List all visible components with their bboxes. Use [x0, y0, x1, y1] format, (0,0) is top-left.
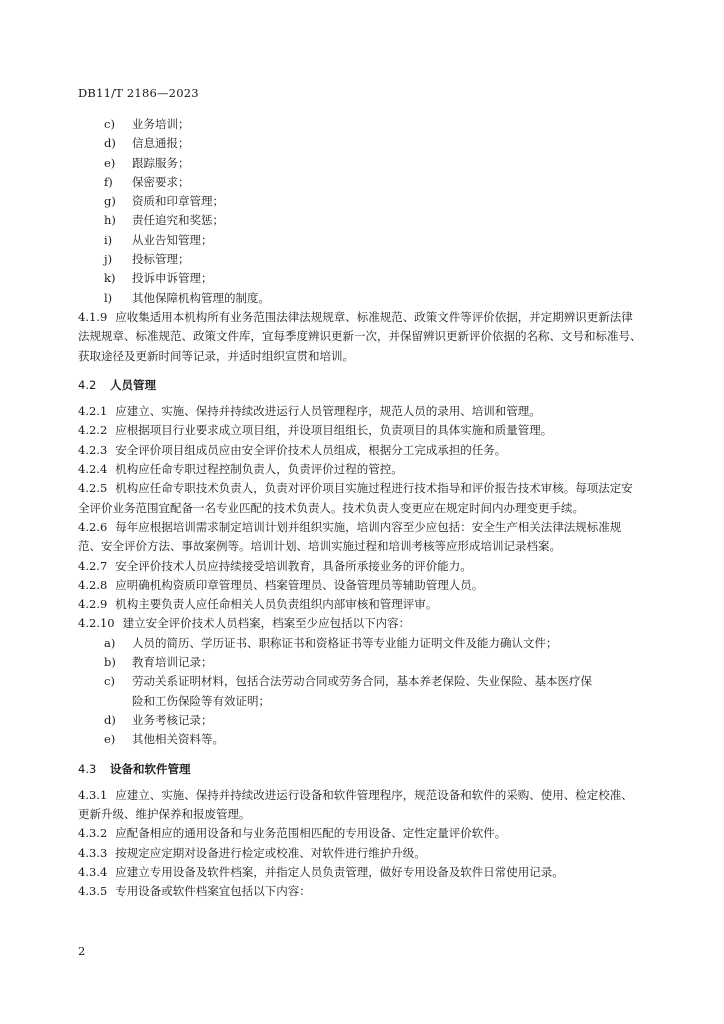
clause-number: 4.3.1 [78, 787, 108, 802]
clause-text: 建立安全评价技术人员档案，档案至少应包括以下内容： [122, 616, 411, 631]
clause-4-2-3 [78, 441, 644, 460]
clause-number: 4.1.9 [78, 309, 108, 324]
section-heading-personnel [78, 376, 644, 395]
clause-text: 应建立专用设备及软件档案，并指定人员负责管理，做好专用设备及软件日常使用记录。 [115, 864, 564, 879]
clause-4-2-8 [78, 576, 644, 595]
list-item [78, 192, 644, 211]
list-marker: c) [104, 117, 115, 131]
clause-number: 4.2.3 [78, 442, 108, 457]
clause-4-3-3 [78, 844, 644, 863]
clause-number: 4.2.7 [78, 558, 108, 573]
clause-number: 4.2.4 [78, 462, 108, 477]
section-title: 设备和软件管理 [110, 761, 191, 776]
list-item [78, 211, 644, 230]
list-text: 资质和印章管理； [132, 194, 224, 209]
list-marker: l) [104, 290, 113, 305]
section-number: 4.2 [78, 377, 97, 392]
list-marker: d) [104, 136, 116, 151]
list-item [78, 154, 644, 173]
clause-number: 4.2.2 [78, 423, 108, 438]
clause-number: 4.2.5 [78, 481, 108, 496]
clause-number: 4.2.6 [78, 519, 108, 534]
list-text: 业务培训； [132, 117, 190, 131]
list-marker: i) [104, 232, 113, 247]
list-text: 从业告知管理； [132, 232, 213, 247]
clause-4-3-2 [78, 824, 644, 843]
list-text: 险和工伤保险等有效证明； [132, 693, 270, 708]
clause-4-3-1 [78, 786, 644, 825]
list-marker: a) [104, 635, 116, 650]
list-item [78, 289, 644, 308]
clause-4-2-2 [78, 421, 644, 440]
list-marker: g) [104, 194, 116, 209]
clause-4-2-10 [78, 614, 644, 633]
list-item [78, 250, 644, 269]
list-marker: j) [104, 252, 113, 267]
clause-4-2-4 [78, 460, 644, 479]
list-text: 人员的简历、学历证书、职称证书和资格证书等专业能力证明文件及能力确认文件； [132, 635, 558, 650]
document-body [78, 115, 644, 902]
clause-4-2-1 [78, 402, 644, 421]
clause-4-3-4 [78, 863, 644, 882]
list-item [78, 231, 644, 250]
list-marker: e) [104, 732, 116, 747]
page-number: 2 [78, 944, 86, 958]
clause-number: 4.2.9 [78, 597, 108, 612]
clause-4-1-9 [78, 308, 644, 366]
list-text: 保密要求； [132, 174, 190, 189]
clause-text: 每年应根据培训需求制定培训计划并组织实施，培训内容至少应包括：安全生产相关法律法规标准规范、安全评价方法、事故案例等。培训计划、培训实施过程和培训考核等应形成培训记录档案。 [78, 519, 622, 554]
list-text: 责任追究和奖惩； [132, 213, 224, 228]
clause-text: 机构应任命专职技术负责人，负责对评价项目实施过程进行技术指导和评价报告技术审核。每项法定安全评价业务范围宜配备一名专业匹配的技术负责人。技术负责人变更应在规定时间内办理变更手续。 [78, 481, 633, 515]
list-marker: e) [104, 155, 116, 170]
clause-number: 4.2.10 [78, 616, 115, 631]
list-text: 投诉申诉管理； [132, 271, 213, 286]
clause-number: 4.2.8 [78, 577, 108, 592]
list-text: 劳动关系证明材料，包括合法劳动合同或劳务合同，基本养老保险、失业保险、基本医疗保 [132, 674, 592, 689]
list-item-continuation [78, 692, 644, 711]
list-item [78, 634, 644, 653]
clause-4-2-7 [78, 557, 644, 576]
clause-number: 4.2.1 [78, 404, 108, 419]
clause-4-3-5 [78, 882, 644, 901]
list-item [78, 269, 644, 288]
document-code: DB11/T 2186—2023 [78, 86, 199, 100]
clause-4-2-9 [78, 595, 644, 614]
clause-number: 4.3.4 [78, 864, 108, 879]
clause-text: 专用设备或软件档案宜包括以下内容： [115, 884, 311, 899]
list-marker: k) [104, 271, 116, 286]
list-marker: f) [104, 174, 113, 189]
clause-text: 机构应任命专职过程控制负责人，负责评价过程的管控。 [115, 462, 403, 477]
list-text: 投标管理； [132, 252, 190, 267]
list-text: 信息通报； [132, 136, 190, 151]
section-number: 4.3 [78, 761, 97, 776]
list-item [78, 672, 644, 691]
clause-4-2-5 [78, 479, 644, 518]
section-heading-equipment [78, 760, 644, 779]
clause-text: 安全评价技术人员应持续接受培训教育，具备所承接业务的评价能力。 [115, 558, 472, 573]
list-text: 教育培训记录； [132, 655, 213, 670]
clause-4-2-6 [78, 518, 644, 557]
list-text: 业务考核记录； [132, 712, 213, 727]
list-item [78, 115, 644, 134]
clause-number: 4.3.5 [78, 884, 108, 899]
list-item [78, 173, 644, 192]
list-marker: c) [104, 674, 115, 689]
list-item [78, 134, 644, 153]
list-marker: d) [104, 712, 116, 727]
clause-text: 应根据项目行业要求成立项目组，并设项目组组长，负责项目的具体实施和质量管理。 [115, 423, 553, 438]
list-marker: h) [104, 213, 116, 228]
clause-number: 4.3.2 [78, 826, 108, 841]
list-text: 其他相关资料等。 [132, 732, 224, 747]
list-marker: b) [104, 655, 116, 670]
clause-text: 应配备相应的通用设备和与业务范围相匹配的专用设备、定性定量评价软件。 [115, 826, 507, 841]
clause-text: 按规定应定期对设备进行检定或校准、对软件进行维护升级。 [115, 845, 426, 860]
clause-number: 4.3.3 [78, 845, 108, 860]
clause-text: 安全评价项目组成员应由安全评价技术人员组成，根据分工完成承担的任务。 [115, 442, 507, 457]
list-text: 跟踪服务； [132, 155, 190, 170]
section-title: 人员管理 [110, 377, 156, 392]
clause-text: 应收集适用本机构所有业务范围法律法规规章、标准规范、政策文件等评价依据，并定期辨识更新法律法规规章、标准规范、政策文件库，宜每季度辨识更新一次，并保留辨识更新评价依据的名称、文号和标准号、获取途径及更新时间等记录，并适时组织宣贯和培训。 [78, 309, 642, 363]
list-text: 其他保障机构管理的制度。 [132, 290, 270, 305]
clause-text: 应建立、实施、保持并持续改进运行人员管理程序，规范人员的录用、培训和管理。 [115, 404, 541, 419]
list-item [78, 730, 644, 749]
list-item [78, 653, 644, 672]
clause-text: 机构主要负责人应任命相关人员负责组织内部审核和管理评审。 [115, 597, 438, 612]
clause-text: 应明确机构资质印章管理员、档案管理员、设备管理员等辅助管理人员。 [115, 577, 484, 592]
clause-text: 应建立、实施、保持并持续改进运行设备和软件管理程序，规范设备和软件的采购、使用、检定校准、更新升级、维护保养和报废管理。 [78, 787, 633, 822]
list-item [78, 711, 644, 730]
